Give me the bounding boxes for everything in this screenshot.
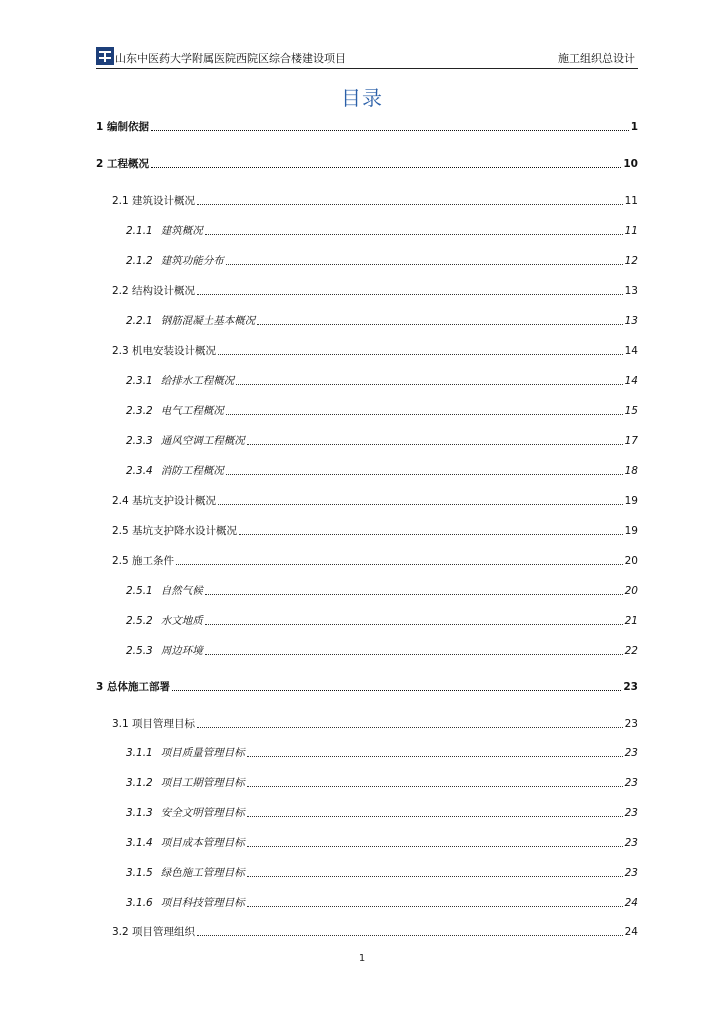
toc-entry[interactable]: [96, 715, 638, 731]
toc-entry[interactable]: [96, 642, 638, 658]
toc-entry-number: 2.5: [112, 555, 129, 567]
toc-entry-text: 编制依据: [106, 121, 149, 133]
toc-entry[interactable]: [96, 492, 638, 508]
toc-entry-page: 17: [624, 435, 638, 447]
toc-entry-text: 水文地质: [160, 615, 203, 627]
toc-entry-number: 2.5: [112, 525, 129, 537]
toc-entry-text: 绿色施工管理目标: [160, 867, 245, 879]
toc-entry-page: 11: [624, 225, 638, 237]
toc-entry[interactable]: [96, 462, 638, 478]
toc-entry-text: 建筑设计概况: [132, 195, 196, 207]
toc-entry-text: 钢筋混凝土基本概况: [160, 315, 256, 327]
toc-entry-number: 2.1.2: [126, 255, 153, 267]
toc-entry-text: 安全文明管理目标: [160, 807, 245, 819]
dot-leader: [218, 503, 623, 505]
document-type: 施工组织总设计: [558, 52, 635, 65]
dot-leader: [197, 934, 623, 936]
toc-entry-page: 14: [624, 375, 638, 387]
dot-leader: [247, 875, 623, 877]
toc-entry-text: 项目工期管理目标: [160, 777, 245, 789]
dot-leader: [247, 845, 623, 847]
toc-entry[interactable]: [96, 252, 638, 268]
toc-entry-number: 2: [96, 158, 104, 170]
toc-entry-number: 2.5.1: [126, 585, 153, 597]
toc-entry[interactable]: [96, 774, 638, 790]
toc-entry-number: 3.1: [112, 718, 129, 730]
toc-entry[interactable]: [96, 582, 638, 598]
toc-entry[interactable]: [96, 372, 638, 388]
toc-entry-page: 23: [624, 747, 638, 759]
page-header: [96, 46, 638, 69]
toc-entry-number: 3.2: [112, 926, 129, 938]
toc-entry-page: 24: [624, 897, 638, 909]
dot-leader: [236, 383, 622, 385]
toc-entry-text: 建筑概况: [160, 225, 203, 237]
toc-entry-number: 2.5.3: [126, 645, 153, 657]
dot-leader: [205, 653, 623, 655]
dot-leader: [205, 623, 623, 625]
toc-entry-page: 22: [624, 645, 638, 657]
toc-entry-text: 项目质量管理目标: [160, 747, 245, 759]
toc-entry-page: 12: [624, 255, 638, 267]
dot-leader: [197, 293, 623, 295]
dot-leader: [247, 815, 623, 817]
toc-entry[interactable]: [96, 894, 638, 910]
toc-entry-number: 3.1.5: [126, 867, 153, 879]
dot-leader: [247, 905, 623, 907]
toc-entry-page: 13: [624, 285, 638, 297]
toc-entry-text: 工程概况: [106, 158, 149, 170]
toc-entry-text: 电气工程概况: [160, 405, 224, 417]
toc-title: 目录: [341, 86, 383, 110]
toc-entry[interactable]: [96, 342, 638, 358]
toc-entry-text: 施工条件: [132, 555, 175, 567]
toc-entry-text: 总体施工部署: [106, 681, 170, 693]
toc-entry-number: 2.5.2: [126, 615, 153, 627]
dot-leader: [226, 413, 623, 415]
toc-entry-text: 结构设计概况: [132, 285, 196, 297]
dot-leader: [176, 563, 623, 565]
toc-entry[interactable]: [96, 864, 638, 880]
toc-entry-page: 23: [624, 837, 638, 849]
dot-leader: [205, 593, 623, 595]
toc-entry-page: 11: [624, 195, 638, 207]
toc-entry-page: 19: [624, 525, 638, 537]
dot-leader: [205, 233, 623, 235]
toc-entry[interactable]: [96, 522, 638, 538]
toc-entry-number: 3: [96, 681, 104, 693]
toc-entry[interactable]: [96, 282, 638, 298]
dot-leader: [197, 726, 623, 728]
toc-entry-text: 消防工程概况: [160, 465, 224, 477]
toc-entry-text: 机电安装设计概况: [132, 345, 217, 357]
toc-entry-number: 2.3.2: [126, 405, 153, 417]
toc-entry-page: 18: [624, 465, 638, 477]
toc-entry-page: 23: [624, 718, 638, 730]
dot-leader: [247, 755, 623, 757]
toc-entry[interactable]: [96, 192, 638, 208]
toc-entry-text: 基坑支护降水设计概况: [132, 525, 238, 537]
toc-entry[interactable]: [96, 612, 638, 628]
toc-entry-text: 项目管理组织: [132, 926, 196, 938]
page-number: 1: [358, 953, 366, 964]
toc-entry[interactable]: [96, 222, 638, 238]
toc-entry-number: 3.1.4: [126, 837, 153, 849]
toc-entry-number: 2.3.3: [126, 435, 153, 447]
toc-entry[interactable]: [96, 744, 638, 760]
toc-entry[interactable]: [96, 678, 638, 694]
toc-entry-number: 2.2.1: [126, 315, 153, 327]
dot-leader: [247, 785, 623, 787]
toc-entry-page: 21: [624, 615, 638, 627]
project-name: 山东中医药大学附属医院西院区综合楼建设项目: [115, 52, 346, 65]
dot-leader: [257, 323, 622, 325]
toc-entry[interactable]: [96, 552, 638, 568]
toc-entry-number: 2.1: [112, 195, 129, 207]
dot-leader: [172, 689, 621, 691]
toc-entry-text: 项目成本管理目标: [160, 837, 245, 849]
dot-leader: [197, 203, 623, 205]
dot-leader: [226, 473, 623, 475]
toc-entry-text: 基坑支护设计概况: [132, 495, 217, 507]
toc-entry-page: 23: [624, 777, 638, 789]
toc-entry-number: 3.1.1: [126, 747, 153, 759]
toc-entry-number: 2.3: [112, 345, 129, 357]
toc-entry-page: 1: [630, 121, 638, 133]
toc-entry-number: 3.1.2: [126, 777, 153, 789]
toc-entry-text: 项目管理目标: [132, 718, 196, 730]
dot-leader: [151, 166, 621, 168]
toc-entry-text: 项目科技管理目标: [160, 897, 245, 909]
toc-entry-number: 2.2: [112, 285, 129, 297]
dot-leader: [151, 129, 629, 131]
toc-entry-text: 自然气候: [160, 585, 203, 597]
toc-entry-page: 13: [624, 315, 638, 327]
toc-entry-number: 2.4: [112, 495, 129, 507]
dot-leader: [226, 263, 623, 265]
toc-entry-text: 周边环境: [160, 645, 203, 657]
toc-entry-number: 2.3.4: [126, 465, 153, 477]
toc-entry-number: 3.1.6: [126, 897, 153, 909]
toc-entry-text: 通风空调工程概况: [160, 435, 245, 447]
dot-leader: [218, 353, 623, 355]
toc-entry-page: 24: [624, 926, 638, 938]
dot-leader: [247, 443, 623, 445]
toc-entry-number: 2.1.1: [126, 225, 153, 237]
toc-entry-page: 20: [624, 585, 638, 597]
toc-entry-page: 14: [624, 345, 638, 357]
dot-leader: [239, 533, 623, 535]
toc-entry-number: 3.1.3: [126, 807, 153, 819]
toc-entry-page: 15: [624, 405, 638, 417]
toc-entry[interactable]: [96, 834, 638, 850]
toc-entry-page: 23: [624, 807, 638, 819]
toc-entry[interactable]: [96, 432, 638, 448]
toc-entry-text: 建筑功能分布: [160, 255, 224, 267]
toc-entry-page: 19: [624, 495, 638, 507]
toc-entry-number: 2.3.1: [126, 375, 153, 387]
company-logo-icon: [96, 47, 114, 65]
toc-entry[interactable]: [96, 312, 638, 328]
toc-entry-page: 23: [623, 681, 638, 693]
toc-entry-number: 1: [96, 121, 104, 133]
toc-entry[interactable]: [96, 923, 638, 939]
toc-entry[interactable]: [96, 118, 638, 134]
toc-entry-page: 23: [624, 867, 638, 879]
toc-entry[interactable]: [96, 155, 638, 171]
toc-entry[interactable]: [96, 402, 638, 418]
toc-entry-text: 给排水工程概况: [160, 375, 235, 387]
toc-entry-page: 20: [624, 555, 638, 567]
toc-entry-page: 10: [623, 158, 638, 170]
toc-entry[interactable]: [96, 804, 638, 820]
